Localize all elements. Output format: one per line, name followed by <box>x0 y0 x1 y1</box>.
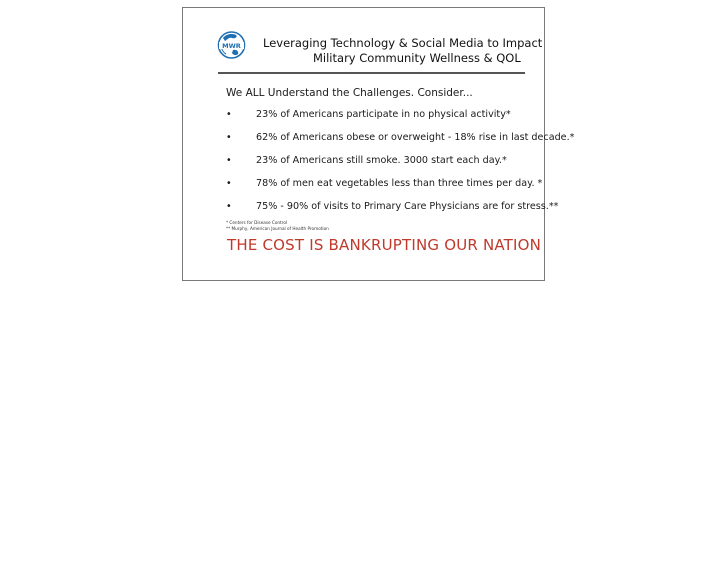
bullet-text: 78% of men eat vegetables less than three times per day. * <box>256 178 543 189</box>
title-divider <box>218 72 525 74</box>
footnote-murphy: ** Murphy, American Journal of Health Promotion <box>226 226 329 231</box>
bullet-text: 62% of Americans obese or overweight - 18% rise in last decade.* <box>256 132 575 143</box>
bullet-text: 23% of Americans still smoke. 3000 start each day.* <box>256 155 507 166</box>
title-line-1: Leveraging Technology & Social Media to Impact <box>263 36 543 50</box>
logo-text: MWR <box>222 42 241 51</box>
bullet-icon: • <box>226 109 232 120</box>
slide <box>182 7 575 281</box>
bullet-icon: • <box>226 178 232 189</box>
bullet-text: 75% - 90% of visits to Primary Care Physicians are for stress.** <box>256 201 559 212</box>
bullet-icon: • <box>226 201 232 212</box>
slide-title <box>263 36 543 66</box>
mwr-globe-logo <box>216 28 247 66</box>
bullet-icon: • <box>226 132 232 143</box>
intro-text: We ALL Understand the Challenges. Consider... <box>226 87 473 99</box>
footnote-cdc: * Centers for Disease Control <box>226 220 288 225</box>
bullet-icon: • <box>226 155 232 166</box>
title-line-2: Military Community Wellness & QOL <box>313 51 521 65</box>
bullet-text: 23% of Americans participate in no physical activity* <box>256 109 511 120</box>
headline-cost: THE COST IS BANKRUPTING OUR NATION <box>227 236 542 254</box>
